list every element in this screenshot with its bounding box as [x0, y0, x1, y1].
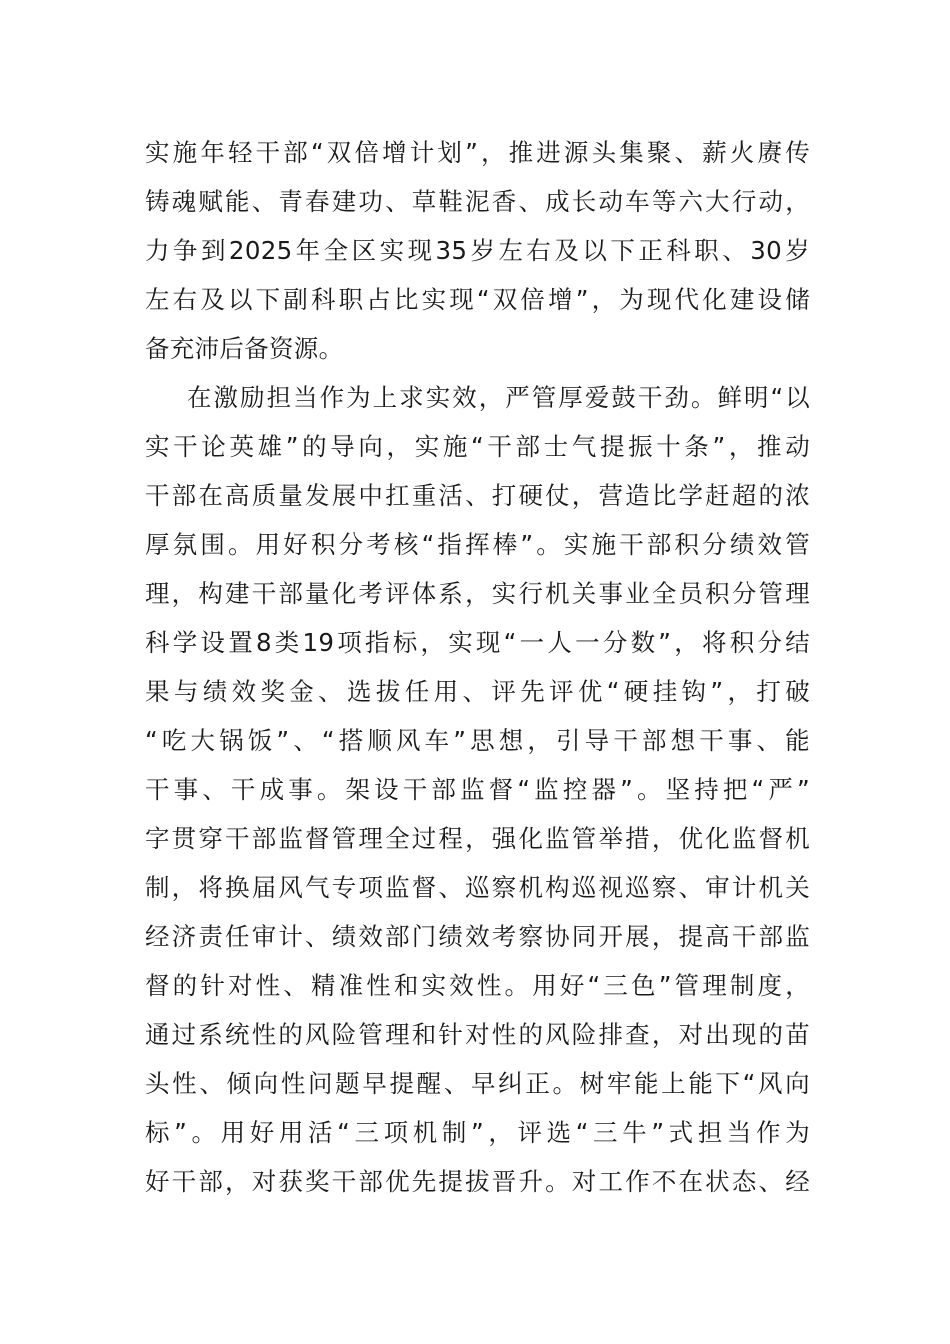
text-line: 头性、倾向性问题早提醒、早纠正。树牢能上能下“风向 — [145, 1069, 810, 1098]
text-line: 标”。用好用活“三项机制”，评选“三牛”式担当作为 — [145, 1118, 810, 1147]
text-line: 制，将换届风气专项监督、巡察机构巡视巡察、审计机关 — [145, 873, 810, 902]
text-line: 在激励担当作为上求实效，严管厚爱鼓干劲。鲜明“以 — [187, 383, 810, 412]
text-line: 字贯穿干部监督管理全过程，强化监管举措，优化监督机 — [145, 824, 810, 853]
text-line: 督的针对性、精准性和实效性。用好“三色”管理制度， — [145, 971, 810, 1000]
text-line: 实施年轻干部“双倍增计划”，推进源头集聚、薪火赓传 — [145, 138, 810, 167]
text-line: 力争到2025年全区实现35岁左右及以下正科职、30岁 — [145, 236, 810, 265]
text-line: 经济责任审计、绩效部门绩效考察协同开展，提高干部监 — [145, 922, 810, 951]
text-line: 实干论英雄”的导向，实施“干部士气提振十条”，推动 — [145, 432, 810, 461]
text-line: 好干部，对获奖干部优先提拔晋升。对工作不在状态、经 — [145, 1167, 810, 1196]
text-line: “吃大锅饭”、“搭顺风车”思想，引导干部想干事、能 — [145, 726, 810, 755]
text-line: 通过系统性的风险管理和针对性的风险排查，对出现的苗 — [145, 1020, 810, 1049]
body-text — [145, 128, 810, 1206]
text-line: 备充沛后备资源。 — [145, 334, 344, 363]
text-line: 果与绩效奖金、选拔任用、评先评优“硬挂钩”，打破 — [145, 677, 810, 706]
text-line: 干部在高质量发展中扛重活、打硬仗，营造比学赶超的浓 — [145, 481, 810, 510]
text-line: 理，构建干部量化考评体系，实行机关事业全员积分管理 — [145, 579, 810, 608]
text-line: 铸魂赋能、青春建功、草鞋泥香、成长动车等六大行动， — [145, 187, 810, 216]
text-line: 干事、干成事。架设干部监督“监控器”。坚持把“严” — [145, 775, 810, 804]
text-line: 科学设置8类19项指标，实现“一人一分数”，将积分结 — [145, 628, 810, 657]
text-line: 左右及以下副科职占比实现“双倍增”，为现代化建设储 — [145, 285, 810, 314]
text-line: 厚氛围。用好积分考核“指挥棒”。实施干部积分绩效管 — [145, 530, 810, 559]
